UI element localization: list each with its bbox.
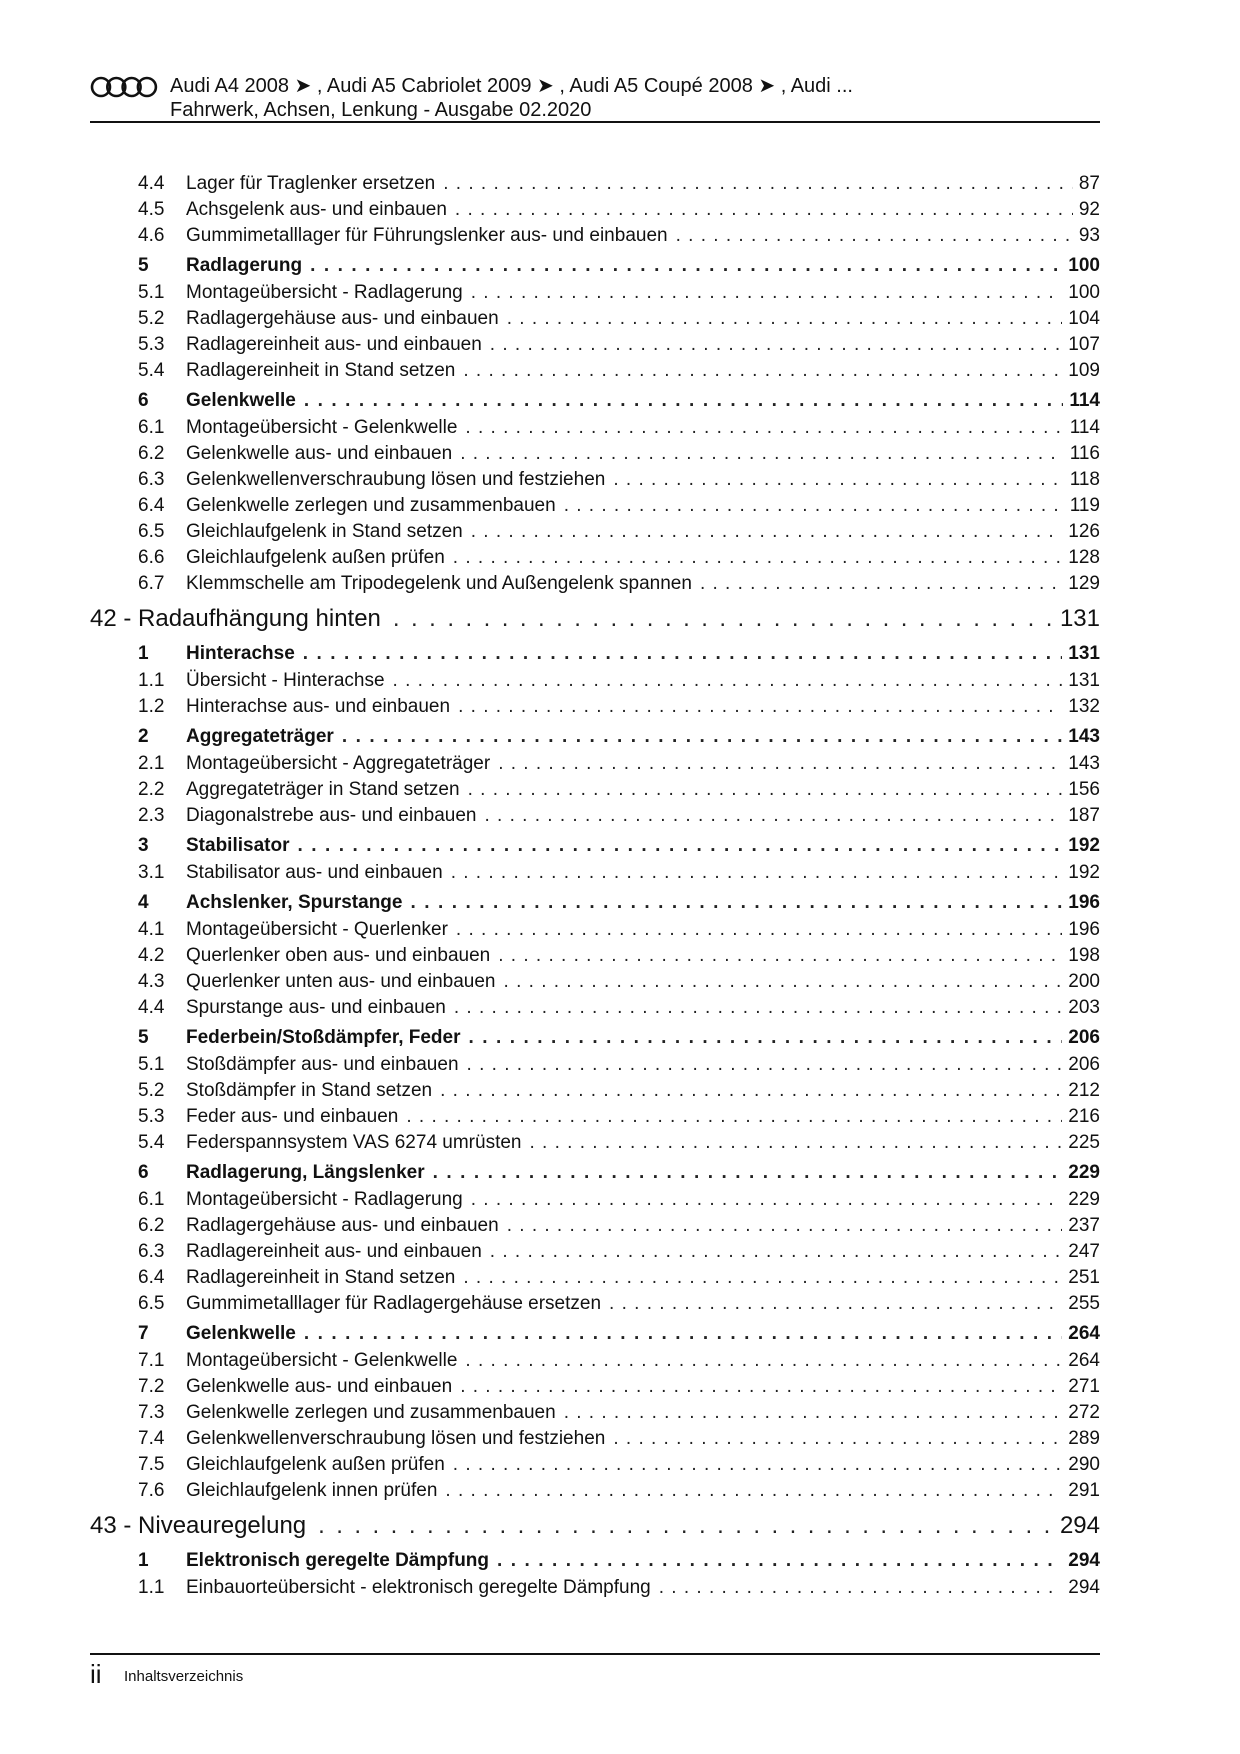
toc-dot-leader [498,753,1062,775]
toc-entry-title: Hinterachse aus- und einbauen [186,696,451,717]
toc-entry-title: Federspannsystem VAS 6274 umrüsten [186,1132,522,1153]
toc-dot-leader [467,1054,1063,1076]
toc-entry-title: Feder aus- und einbauen [186,1106,399,1127]
toc-entry-title: Radlagereinheit in Stand setzen [186,1267,456,1288]
toc-entry-title: Gleichlaufgelenk innen prüfen [186,1480,438,1501]
toc-section-row[interactable] [90,255,1100,282]
toc-dot-leader [393,605,1054,633]
toc-dot-leader [393,670,1063,692]
toc-entry-number: 5.1 [138,282,165,303]
toc-entry-title: Radlagereinheit aus- und einbauen [186,1241,482,1262]
toc-sub-row[interactable] [90,282,1100,308]
toc-dot-leader [465,1350,1062,1372]
toc-sub-row[interactable] [90,573,1100,599]
toc-entry-page: 119 [1069,495,1100,516]
toc-sub-row[interactable] [90,753,1100,779]
toc-entry-title: Radlagerung [186,255,303,276]
toc-entry-title: 43 - Niveauregelung [90,1512,307,1539]
toc-entry-number: 6.2 [138,1215,165,1236]
toc-dot-leader [468,779,1063,801]
toc-entry-number: 6.5 [138,521,165,542]
toc-sub-row[interactable] [90,1577,1100,1603]
toc-entry-page: 203 [1068,997,1100,1018]
toc-entry-title: Montageübersicht - Gelenkwelle [186,1350,458,1371]
toc-entry-number: 1.1 [138,670,165,691]
toc-sub-row[interactable] [90,919,1100,945]
toc-sub-row[interactable] [90,417,1100,443]
toc-entry-page: 206 [1068,1054,1100,1075]
toc-entry-title: Stabilisator [186,835,290,856]
toc-entry-title: Elektronisch geregelte Dämpfung [186,1550,490,1571]
toc-entry-title: Hinterachse [186,643,295,664]
toc-entry-page: 229 [1068,1162,1100,1183]
toc-entry-title: Aggregateträger [186,726,334,747]
toc-entry-number: 6.6 [138,547,165,568]
toc-entry-title: Gelenkwelle zerlegen und zusammenbauen [186,495,556,516]
toc-dot-leader [304,1323,1062,1345]
toc-sub-row[interactable] [90,1350,1100,1376]
toc-entry-page: 104 [1068,308,1100,329]
toc-entry-page: 128 [1068,547,1100,568]
toc-entry-title: Montageübersicht - Gelenkwelle [186,417,458,438]
toc-dot-leader [458,696,1062,718]
toc-dot-leader [443,173,1073,195]
toc-dot-leader [530,1132,1063,1154]
toc-section-row[interactable] [90,1550,1100,1577]
toc-sub-row[interactable] [90,1189,1100,1215]
toc-dot-leader [613,469,1063,491]
toc-entry-title: Diagonalstrebe aus- und einbauen [186,805,477,826]
toc-entry-number: 7.3 [138,1402,165,1423]
toc-entry-page: 131 [1059,605,1100,632]
toc-dot-leader [700,573,1062,595]
toc-dot-leader [613,1428,1062,1450]
toc-entry-page: 289 [1068,1428,1100,1449]
toc-entry-page: 116 [1069,443,1100,464]
toc-sub-row[interactable] [90,862,1100,888]
toc-entry-number: 7.4 [138,1428,165,1449]
toc-entry-number: 6.1 [138,1189,165,1210]
toc-sub-row[interactable] [90,779,1100,805]
toc-entry-title: Montageübersicht - Aggregateträger [186,753,491,774]
toc-entry-title: Gummimetalllager für Führungslenker aus- und einbauen [186,225,668,246]
toc-entry-page: 251 [1068,1267,1100,1288]
toc-entry-number: 1 [138,643,149,664]
toc-entry-title: Lager für Traglenker ersetzen [186,173,436,194]
toc-dot-leader [497,1550,1062,1572]
toc-sub-row[interactable] [90,1428,1100,1454]
toc-dot-leader [303,643,1063,665]
toc-sub-row[interactable] [90,1267,1100,1293]
toc-dot-leader [310,255,1062,277]
table-of-contents [90,173,1100,1603]
toc-entry-page: 255 [1068,1293,1100,1314]
toc-entry-number: 4.1 [138,919,165,940]
header-manual-title: Fahrwerk, Achsen, Lenkung - Ausgabe 02.2020 [170,99,592,121]
toc-sub-row[interactable] [90,997,1100,1023]
toc-dot-leader [609,1293,1062,1315]
toc-entry-title: Gelenkwellenverschraubung lösen und festziehen [186,469,606,490]
toc-entry-number: 7.6 [138,1480,165,1501]
toc-entry-page: 264 [1068,1350,1100,1371]
toc-entry-number: 2.2 [138,779,165,800]
toc-entry-number: 4 [138,892,149,913]
toc-entry-title: 42 - Radaufhängung hinten [90,605,381,632]
toc-dot-leader [304,390,1064,412]
toc-entry-number: 5.2 [138,1080,165,1101]
toc-dot-leader [471,282,1063,304]
toc-entry-number: 4.5 [138,199,165,220]
toc-chapter-row[interactable] [90,1512,1100,1546]
toc-entry-page: 237 [1068,1215,1100,1236]
toc-dot-leader [471,521,1063,543]
toc-sub-row[interactable] [90,1454,1100,1480]
toc-entry-page: 107 [1068,334,1100,355]
toc-entry-page: 92 [1078,199,1100,220]
toc-sub-row[interactable] [90,308,1100,334]
toc-sub-row[interactable] [90,1241,1100,1267]
footer-page-number: ii [90,1659,102,1689]
toc-entry-page: 290 [1068,1454,1100,1475]
toc-entry-number: 6 [138,390,149,411]
toc-section-row[interactable] [90,1162,1100,1189]
toc-section-row[interactable] [90,643,1100,670]
toc-sub-row[interactable] [90,1293,1100,1319]
toc-dot-leader [410,892,1062,914]
toc-section-row[interactable] [90,892,1100,919]
toc-dot-leader [453,547,1063,569]
toc-entry-page: 291 [1068,1480,1100,1501]
toc-entry-title: Achsgelenk aus- und einbauen [186,199,447,220]
footer-label: Inhaltsverzeichnis [124,1668,244,1685]
toc-dot-leader [460,443,1064,465]
toc-entry-number: 4.4 [138,997,165,1018]
toc-entry-page: 216 [1068,1106,1100,1127]
toc-entry-title: Montageübersicht - Querlenker [186,919,448,940]
toc-entry-title: Gelenkwelle [186,390,296,411]
toc-dot-leader [445,1480,1062,1502]
toc-entry-page: 129 [1068,573,1100,594]
toc-entry-page: 187 [1068,805,1100,826]
toc-dot-leader [342,726,1062,748]
toc-entry-number: 3 [138,835,149,856]
toc-entry-page: 294 [1068,1550,1100,1571]
toc-entry-page: 294 [1068,1577,1100,1598]
toc-entry-number: 6.5 [138,1293,165,1314]
toc-sub-row[interactable] [90,945,1100,971]
toc-dot-leader [659,1577,1063,1599]
toc-entry-title: Gleichlaufgelenk in Stand setzen [186,521,463,542]
toc-entry-number: 2.3 [138,805,165,826]
toc-sub-row[interactable] [90,334,1100,360]
toc-entry-title: Querlenker oben aus- und einbauen [186,945,491,966]
toc-entry-page: 156 [1068,779,1100,800]
toc-dot-leader [504,971,1063,993]
toc-dot-leader [564,1402,1063,1424]
toc-entry-page: 131 [1068,643,1100,664]
toc-entry-number: 4.3 [138,971,165,992]
toc-dot-leader [485,805,1063,827]
toc-sub-row[interactable] [90,1215,1100,1241]
toc-entry-page: 126 [1068,521,1100,542]
toc-dot-leader [456,919,1062,941]
toc-sub-row[interactable] [90,547,1100,573]
toc-entry-number: 5.3 [138,334,165,355]
toc-sub-row[interactable] [90,521,1100,547]
toc-entry-title: Federbein/Stoßdämpfer, Feder [186,1027,461,1048]
toc-entry-page: 100 [1068,255,1100,276]
header-divider [90,121,1100,123]
toc-dot-leader [498,945,1062,967]
toc-entry-number: 6.3 [138,469,165,490]
toc-entry-number: 5.4 [138,1132,165,1153]
toc-section-row[interactable] [90,390,1100,417]
toc-entry-number: 4.2 [138,945,165,966]
toc-dot-leader [564,495,1064,517]
toc-entry-number: 5.4 [138,360,165,381]
toc-dot-leader [297,835,1062,857]
toc-entry-page: 206 [1068,1027,1100,1048]
toc-entry-title: Stabilisator aus- und einbauen [186,862,443,883]
toc-entry-page: 114 [1069,417,1100,438]
toc-entry-title: Übersicht - Hinterachse [186,670,385,691]
toc-sub-row[interactable] [90,1106,1100,1132]
toc-dot-leader [451,862,1063,884]
toc-sub-row[interactable] [90,360,1100,386]
toc-entry-title: Radlagergehäuse aus- und einbauen [186,308,499,329]
toc-entry-number: 6.4 [138,1267,165,1288]
toc-sub-row[interactable] [90,1402,1100,1428]
footer-divider [90,1653,1100,1655]
toc-entry-title: Radlagereinheit in Stand setzen [186,360,456,381]
toc-dot-leader [318,1512,1054,1540]
toc-entry-title: Gelenkwellenverschraubung lösen und festziehen [186,1428,606,1449]
toc-entry-number: 5.2 [138,308,165,329]
toc-sub-row[interactable] [90,443,1100,469]
toc-entry-number: 5 [138,255,149,276]
toc-dot-leader [463,360,1062,382]
toc-entry-title: Gelenkwelle [186,1323,296,1344]
toc-sub-row[interactable] [90,1132,1100,1158]
toc-dot-leader [471,1189,1063,1211]
toc-entry-title: Achslenker, Spurstange [186,892,403,913]
toc-entry-page: 264 [1068,1323,1100,1344]
toc-sub-row[interactable] [90,696,1100,722]
toc-entry-number: 6 [138,1162,149,1183]
toc-entry-title: Radlagerung, Längslenker [186,1162,425,1183]
toc-entry-number: 6.7 [138,573,165,594]
toc-dot-leader [490,334,1063,356]
toc-sub-row[interactable] [90,225,1100,251]
toc-dot-leader [440,1080,1062,1102]
toc-section-row[interactable] [90,1323,1100,1350]
toc-entry-number: 7.2 [138,1376,165,1397]
toc-dot-leader [453,1454,1063,1476]
toc-entry-page: 294 [1059,1512,1100,1539]
toc-entry-number: 7.1 [138,1350,165,1371]
toc-entry-page: 192 [1068,862,1100,883]
toc-entry-number: 7.5 [138,1454,165,1475]
toc-entry-number: 4.6 [138,225,165,246]
toc-entry-title: Klemmschelle am Tripodegelenk und Außengelenk spannen [186,573,692,594]
toc-dot-leader [433,1162,1063,1184]
toc-entry-number: 1.1 [138,1577,165,1598]
toc-entry-page: 271 [1068,1376,1100,1397]
toc-sub-row[interactable] [90,1080,1100,1106]
toc-entry-title: Radlagereinheit aus- und einbauen [186,334,482,355]
audi-rings-logo [90,76,158,98]
toc-entry-title: Gelenkwelle aus- und einbauen [186,1376,453,1397]
toc-entry-page: 192 [1068,835,1100,856]
toc-sub-row[interactable] [90,1480,1100,1506]
toc-entry-page: 212 [1068,1080,1100,1101]
toc-dot-leader [460,1376,1062,1398]
toc-entry-page: 196 [1068,919,1100,940]
toc-entry-title: Stoßdämpfer aus- und einbauen [186,1054,459,1075]
toc-entry-page: 143 [1068,753,1100,774]
toc-sub-row[interactable] [90,495,1100,521]
toc-entry-title: Gummimetalllager für Radlagergehäuse ersetzen [186,1293,602,1314]
toc-sub-row[interactable] [90,670,1100,696]
header-vehicle-models: Audi A4 2008 ➤ , Audi A5 Cabriolet 2009 ➤ , Audi A5 Coupé 2008 ➤ , Audi ... [170,75,853,97]
toc-entry-title: Einbauorteübersicht - elektronisch geregelte Dämpfung [186,1577,651,1598]
toc-dot-leader [455,199,1073,221]
toc-entry-title: Montageübersicht - Radlagerung [186,1189,463,1210]
toc-entry-page: 247 [1068,1241,1100,1262]
toc-entry-number: 4.4 [138,173,165,194]
toc-entry-page: 131 [1068,670,1100,691]
toc-chapter-row[interactable] [90,605,1100,639]
toc-entry-page: 198 [1068,945,1100,966]
toc-entry-page: 109 [1068,360,1100,381]
toc-entry-number: 6.4 [138,495,165,516]
toc-sub-row[interactable] [90,199,1100,225]
toc-entry-title: Gleichlaufgelenk außen prüfen [186,1454,445,1475]
toc-dot-leader [507,1215,1063,1237]
toc-dot-leader [454,997,1062,1019]
toc-entry-number: 5.1 [138,1054,165,1075]
toc-entry-page: 196 [1068,892,1100,913]
toc-entry-title: Stoßdämpfer in Stand setzen [186,1080,433,1101]
toc-entry-page: 118 [1069,469,1100,490]
toc-sub-row[interactable] [90,805,1100,831]
toc-sub-row[interactable] [90,1054,1100,1080]
toc-sub-row[interactable] [90,971,1100,997]
toc-entry-page: 93 [1078,225,1100,246]
toc-dot-leader [676,225,1073,247]
toc-dot-leader [465,417,1063,439]
toc-sub-row[interactable] [90,173,1100,199]
toc-section-row[interactable] [90,726,1100,753]
toc-entry-title: Gelenkwelle zerlegen und zusammenbauen [186,1402,556,1423]
toc-entry-page: 200 [1068,971,1100,992]
toc-section-row[interactable] [90,1027,1100,1054]
toc-entry-number: 5 [138,1027,149,1048]
toc-entry-number: 6.2 [138,443,165,464]
toc-entry-title: Gleichlaufgelenk außen prüfen [186,547,445,568]
toc-entry-title: Aggregateträger in Stand setzen [186,779,460,800]
toc-entry-number: 1.2 [138,696,165,717]
toc-entry-page: 143 [1068,726,1100,747]
toc-entry-page: 87 [1078,173,1100,194]
toc-entry-title: Spurstange aus- und einbauen [186,997,446,1018]
toc-entry-page: 100 [1068,282,1100,303]
toc-entry-page: 272 [1068,1402,1100,1423]
toc-entry-title: Montageübersicht - Radlagerung [186,282,463,303]
toc-section-row[interactable] [90,835,1100,862]
toc-entry-page: 225 [1068,1132,1100,1153]
toc-entry-title: Radlagergehäuse aus- und einbauen [186,1215,499,1236]
toc-dot-leader [406,1106,1062,1128]
toc-entry-number: 6.3 [138,1241,165,1262]
toc-entry-title: Querlenker unten aus- und einbauen [186,971,496,992]
toc-entry-page: 229 [1068,1189,1100,1210]
toc-sub-row[interactable] [90,1376,1100,1402]
toc-sub-row[interactable] [90,469,1100,495]
toc-entry-page: 132 [1068,696,1100,717]
toc-entry-number: 2.1 [138,753,165,774]
toc-dot-leader [490,1241,1063,1263]
toc-dot-leader [507,308,1063,330]
toc-entry-number: 1 [138,1550,149,1571]
toc-entry-page: 114 [1069,390,1100,411]
toc-entry-number: 7 [138,1323,149,1344]
toc-dot-leader [463,1267,1062,1289]
toc-entry-number: 6.1 [138,417,165,438]
toc-entry-number: 5.3 [138,1106,165,1127]
toc-entry-title: Gelenkwelle aus- und einbauen [186,443,453,464]
toc-dot-leader [469,1027,1063,1049]
toc-entry-number: 3.1 [138,862,165,883]
toc-entry-number: 2 [138,726,149,747]
